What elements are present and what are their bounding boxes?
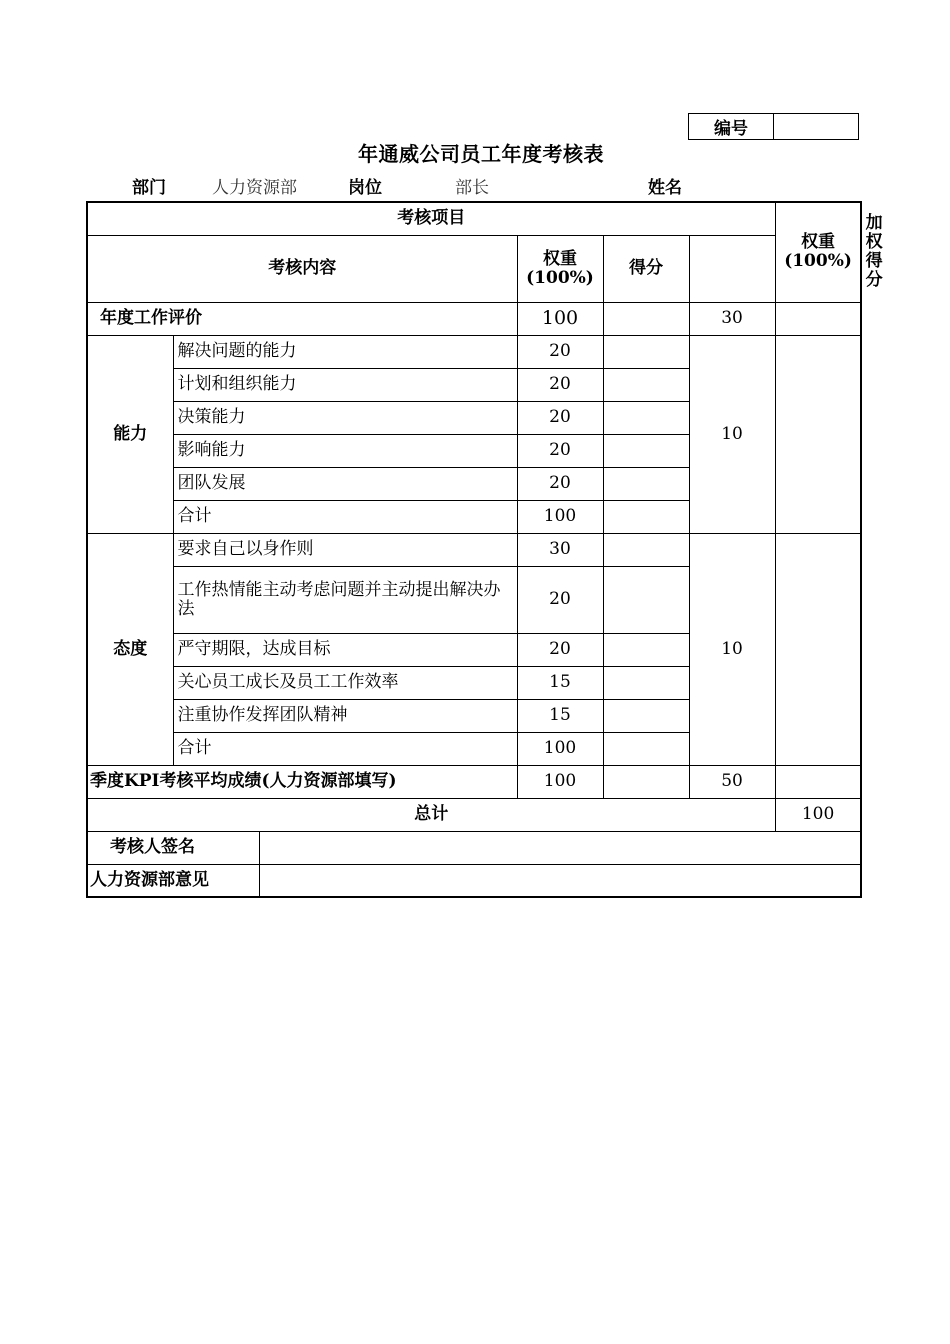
attitude-weight2: 10 xyxy=(689,533,775,765)
attitude-content: 注重协作发挥团队精神 xyxy=(173,699,517,732)
ability-content: 计划和组织能力 xyxy=(173,368,517,401)
serial-value[interactable] xyxy=(774,114,859,140)
kpi-weight2: 50 xyxy=(689,765,775,798)
ability-weighted[interactable] xyxy=(775,335,861,533)
attitude-content: 工作热情能主动考虑问题并主动提出解决办法 xyxy=(173,566,517,633)
kpi-weighted[interactable] xyxy=(775,765,861,798)
header-score: 得分 xyxy=(603,235,689,302)
ability-content: 团队发展 xyxy=(173,467,517,500)
ability-weight2: 10 xyxy=(689,335,775,533)
page-title: 年通威公司员工年度考核表 xyxy=(358,142,604,166)
name-label: 姓名 xyxy=(648,178,682,198)
hr-opinion-label: 人力资源部意见 xyxy=(87,864,259,897)
ability-subtotal-label: 合计 xyxy=(173,500,517,533)
attitude-score[interactable] xyxy=(603,666,689,699)
annual-weight2: 30 xyxy=(689,302,775,335)
ability-content: 决策能力 xyxy=(173,401,517,434)
ability-weight: 20 xyxy=(517,467,603,500)
ability-weight: 20 xyxy=(517,368,603,401)
ability-score[interactable] xyxy=(603,335,689,368)
attitude-content: 要求自己以身作则 xyxy=(173,533,517,566)
ability-weight: 20 xyxy=(517,335,603,368)
total-label: 总计 xyxy=(87,798,775,831)
annual-score[interactable] xyxy=(603,302,689,335)
ability-weight: 20 xyxy=(517,434,603,467)
annual-label: 年度工作评价 xyxy=(87,302,517,335)
annual-weighted[interactable] xyxy=(775,302,861,335)
attitude-subtotal-weight: 100 xyxy=(517,732,603,765)
attitude-weight: 20 xyxy=(517,566,603,633)
attitude-label: 态度 xyxy=(87,533,173,765)
serial-label: 编号 xyxy=(689,114,774,140)
attitude-weight: 20 xyxy=(517,633,603,666)
kpi-label: 季度KPI考核平均成绩(人力资源部填写) xyxy=(87,765,517,798)
attitude-score[interactable] xyxy=(603,533,689,566)
attitude-score[interactable] xyxy=(603,633,689,666)
kpi-score[interactable] xyxy=(603,765,689,798)
header-content: 考核内容 xyxy=(87,235,517,302)
attitude-score[interactable] xyxy=(603,699,689,732)
dept-value: 人力资源部 xyxy=(212,178,297,198)
hr-opinion-field[interactable] xyxy=(259,864,861,897)
serial-number-box xyxy=(688,113,859,140)
signer-label: 考核人签名 xyxy=(87,831,259,864)
position-value: 部长 xyxy=(455,178,489,198)
attitude-weight: 15 xyxy=(517,666,603,699)
attitude-content: 关心员工成长及员工工作效率 xyxy=(173,666,517,699)
ability-score[interactable] xyxy=(603,401,689,434)
ability-content: 解决问题的能力 xyxy=(173,335,517,368)
ability-score[interactable] xyxy=(603,467,689,500)
attitude-subtotal-label: 合计 xyxy=(173,732,517,765)
position-label: 岗位 xyxy=(348,178,382,198)
total-weight2: 100 xyxy=(775,798,861,831)
kpi-weight: 100 xyxy=(517,765,603,798)
ability-score[interactable] xyxy=(603,368,689,401)
dept-label: 部门 xyxy=(132,178,166,198)
ability-subtotal-weight: 100 xyxy=(517,500,603,533)
header-weight2: 权重 (100%) xyxy=(775,202,861,302)
attitude-weighted[interactable] xyxy=(775,533,861,765)
header-weight: 权重 (100%) xyxy=(517,235,603,302)
ability-weight: 20 xyxy=(517,401,603,434)
ability-subtotal-score[interactable] xyxy=(603,500,689,533)
attitude-weight: 15 xyxy=(517,699,603,732)
attitude-score[interactable] xyxy=(603,566,689,633)
signer-field[interactable] xyxy=(259,831,861,864)
attitude-subtotal-score[interactable] xyxy=(603,732,689,765)
ability-label: 能力 xyxy=(87,335,173,533)
appraisal-table: 考核项目 权重 (100%) 加权得分 考核内容 权重 (100%) 得分 年度工作评价 100 30 能力 解决问题的能力 20 10 计划和组织能力 20 决策能力 20 影响能力 20 团队发展 20 合计 100 态度 要求自己以身作则 30 10 工作热情能主动考虑问题并主动提出解决办法 20 严守期限，达成目标 20 关心员工成长及员工工作效率 15 注重协作发挥团队精神 15 合计 100 季度KPI考核平均成绩(人力资源部填写) 100 50 总计 100 考核人签名 人力资源部意见 xyxy=(86,201,862,898)
attitude-weight: 30 xyxy=(517,533,603,566)
attitude-content: 严守期限，达成目标 xyxy=(173,633,517,666)
annual-weight: 100 xyxy=(517,302,603,335)
ability-content: 影响能力 xyxy=(173,434,517,467)
ability-score[interactable] xyxy=(603,434,689,467)
header-item: 考核项目 xyxy=(87,202,775,235)
